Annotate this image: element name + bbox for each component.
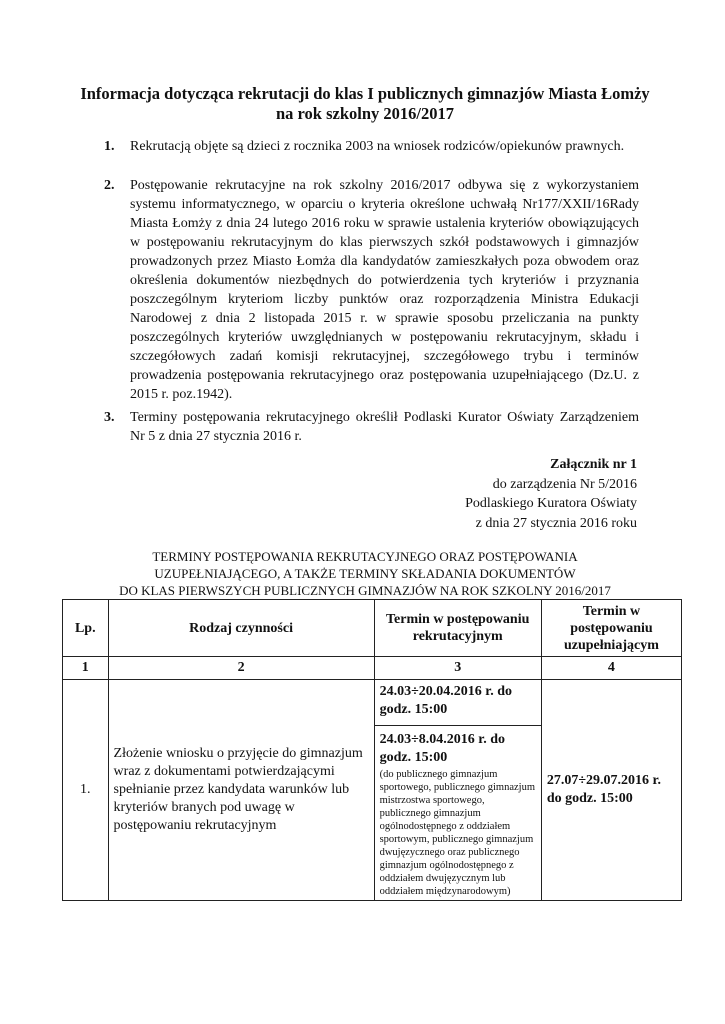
schedule-title bbox=[90, 548, 640, 599]
attachment-line: do zarządzenia Nr 5/2016 bbox=[492, 476, 637, 492]
column-number: 2 bbox=[108, 657, 374, 680]
list-item-text: Postępowanie rekrutacyjne na rok szkolny 2016/2017 odbywa się z wykorzystaniem systemu informatycznego, w oparciu o kryteria określone uchwałą Nr177/XXII/16Rady Miasta Łomży z dnia 24 lutego 2016 roku w sprawie ustalenia kryteriów obowiązujących w postępowaniu rekrutacyjnym do klas pierwszych szkół podstawowych i gimnazjów prowadzonych przez Miasto Łomża dla kandydatów zamieszkałych poza obwodem oraz określenia dokumentów niezbędnych do potwierdzenia tych kryteriów i przyznania poszczególnym kryteriom liczby punktów oraz rozporządzenia Ministra Edukacji Narodowej z dnia 2 listopada 2015 r. w sprawie sposobu przeliczania na punkty poszczególnych kryteriów uwzględnianych w postępowaniu rekrutacyjnym, składu i szczegółowych zadań komisji rekrutacyjnej, szczegółowego trybu i terminów prowadzenia postępowania rekrutacyjnego oraz postępowania uzupełniającego (Dz.U. z 2015 r. poz.1942). bbox=[130, 178, 639, 402]
header-recruitment: Termin w postępowaniu rekrutacyjnym bbox=[374, 600, 541, 657]
row-lp: 1. bbox=[63, 680, 109, 901]
document-title: Informacja dotycząca rekrutacji do klas I publicznych gimnazjów Miasta Łomży na rok szkolny 2016/2017 bbox=[80, 84, 650, 123]
list-item-text: Terminy postępowania rekrutacyjnego określił Podlaski Kurator Oświaty Zarządzeniem Nr 5 z dnia 27 stycznia 2016 r. bbox=[130, 410, 639, 444]
row-supplementary-date: 27.07÷29.07.2016 r. do godz. 15:00 bbox=[541, 680, 681, 901]
list-item bbox=[104, 137, 639, 156]
table-row bbox=[63, 680, 682, 726]
column-number: 3 bbox=[374, 657, 541, 680]
list-item bbox=[104, 176, 639, 404]
schedule-title-line: TERMINY POSTĘPOWANIA REKRUTACYJNEGO ORAZ POSTĘPOWANIA bbox=[152, 549, 578, 564]
attachment-line: Podlaskiego Kuratora Oświaty bbox=[465, 496, 637, 511]
row-date-special bbox=[374, 726, 541, 901]
date-special: 24.03÷8.04.2016 r. do godz. 15:00 bbox=[379, 732, 505, 765]
row-date-general bbox=[374, 680, 541, 726]
list-item-number: 3. bbox=[104, 410, 115, 425]
schedule-table bbox=[62, 599, 682, 901]
list-item-text: Rekrutacją objęte są dzieci z rocznika 2003 na wniosek rodziców/opiekunów prawnych. bbox=[130, 139, 625, 154]
header-activity: Rodzaj czynności bbox=[108, 600, 374, 657]
attachment-note bbox=[465, 455, 637, 533]
column-number: 4 bbox=[541, 657, 681, 680]
attachment-title: Załącznik nr 1 bbox=[550, 457, 637, 472]
column-number: 1 bbox=[63, 657, 109, 680]
list-item-number: 1. bbox=[104, 139, 115, 154]
schedule-title-line: DO KLAS PIERWSZYCH PUBLICZNYCH GIMNAZJÓW NA ROK SZKOLNY 2016/2017 bbox=[119, 583, 611, 598]
table-header-row bbox=[63, 600, 682, 657]
list-item-number: 2. bbox=[104, 178, 115, 193]
row-activity: Złożenie wniosku o przyjęcie do gimnazjum wraz z dokumentami potwierdzającymi spełnianie przez kandydata warunków lub kryteriów branych pod uwagę w postępowaniu rekrutacyjnym bbox=[108, 680, 374, 901]
column-number-row bbox=[63, 657, 682, 680]
date-general: 24.03÷20.04.2016 r. do godz. 15:00 bbox=[379, 684, 512, 717]
attachment-line: z dnia 27 stycznia 2016 roku bbox=[475, 515, 637, 531]
header-lp: Lp. bbox=[63, 600, 109, 657]
list-item bbox=[104, 408, 639, 446]
date-special-note: (do publicznego gimnazjum sportowego, publicznego gimnazjum mistrzostwa sportowego, publicznego gimnazjum ogólnodostępnego z oddziałem sportowym, publicznego gimnazjum dwujęzycznego oraz publicznego gimnazjum ogólnodostępnego z oddziałem dwujęzycznym lub oddziałem międzynarodowym) bbox=[379, 769, 536, 897]
schedule-title-line: UZUPEŁNIAJĄCEGO, A TAKŻE TERMINY SKŁADANIA DOKUMENTÓW bbox=[154, 566, 576, 581]
header-supplementary: Termin w postępowaniu uzupełniającym bbox=[541, 600, 681, 657]
